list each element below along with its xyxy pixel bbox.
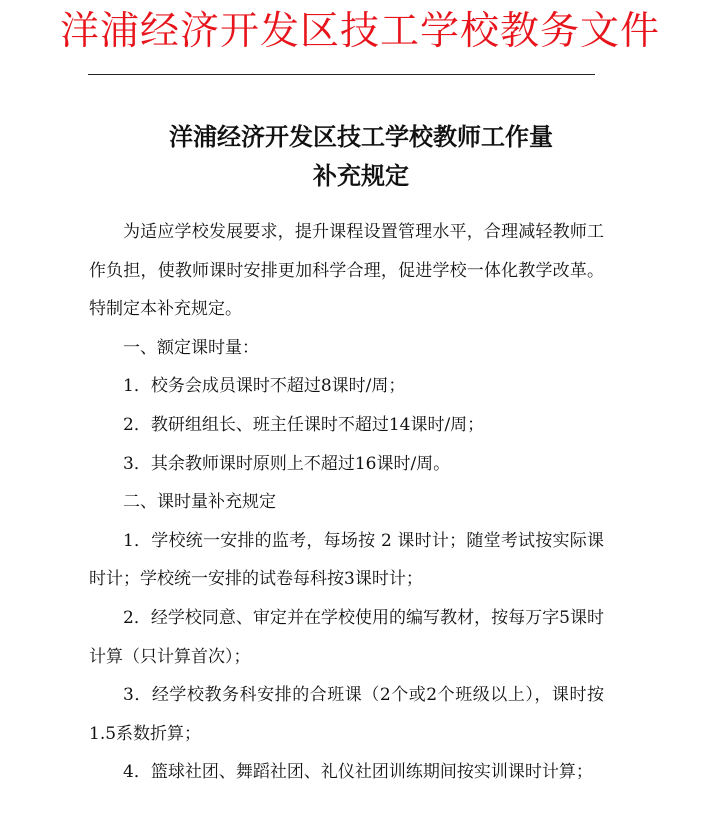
header-divider	[88, 74, 595, 75]
supplement-item-2: 2．经学校同意、审定并在学校使用的编写教材，按每万字5课时计算（只计算首次）；	[89, 607, 604, 667]
document-body	[89, 213, 604, 792]
section-heading-supplement: 二、课时量补充规定	[123, 492, 276, 513]
supplement-item-4: 4．篮球社团、舞蹈社团、礼仪社团训练期间按实训课时计算；	[123, 762, 593, 783]
quota-item-3: 3．其余教师课时原则上不超过16课时/周。	[123, 453, 451, 474]
document-title-line1: 洋浦经济开发区技工学校教师工作量	[169, 122, 553, 151]
document-header: 洋浦经济开发区技工学校教务文件	[60, 9, 661, 54]
intro-paragraph: 为适应学校发展要求，提升课程设置管理水平，合理减轻教师工作负担，使教师课时安排更加科学合理，促进学校一体化教学改革。特制定本补充规定。	[89, 222, 604, 320]
quota-item-2: 2．教研组组长、班主任课时不超过14课时/周；	[123, 414, 485, 435]
section-heading-quota: 一、额定课时量：	[123, 337, 259, 358]
supplement-item-1: 1．学校统一安排的监考，每场按 2 课时计；随堂考试按实际课时计；学校统一安排的试卷每科按3课时计；	[89, 530, 604, 590]
document-title-line2: 补充规定	[313, 161, 409, 190]
quota-item-1: 1．校务会成员课时不超过8课时/周；	[123, 376, 406, 397]
supplement-item-3: 3．经学校教务科安排的合班课（2个或2个班级以上），课时按1.5系数折算；	[89, 685, 604, 744]
